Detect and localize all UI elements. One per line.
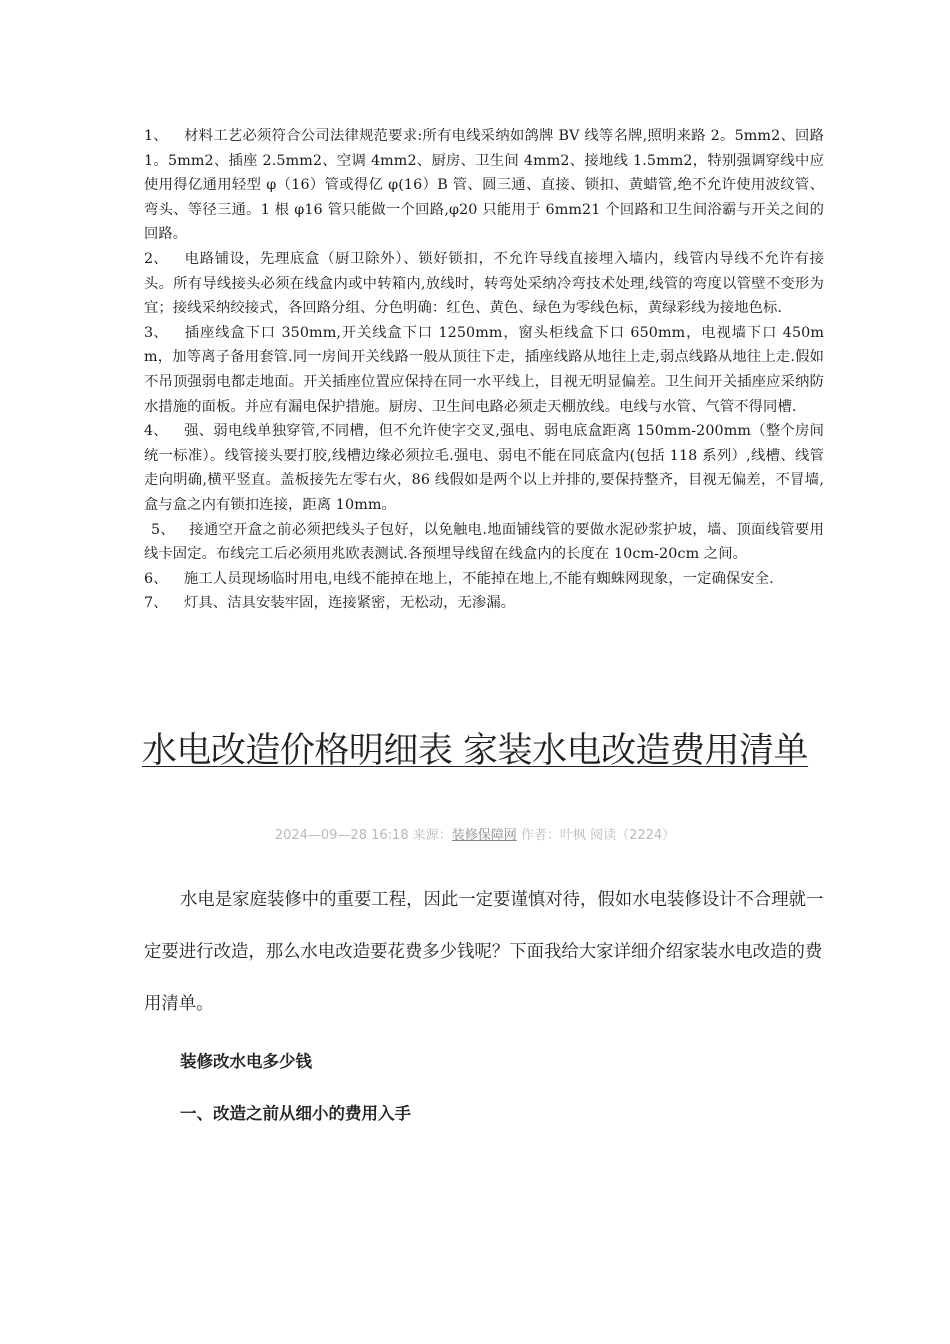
meta-source-label: 来源： [412, 828, 452, 843]
meta-source-link[interactable]: 装修保障网 [451, 828, 517, 843]
requirement-item [144, 518, 824, 567]
item-text: 插座线盒下口 350mm,开关线盒下口 1250mm，窗头柜线盒下口 650mm，电视墙下口 450mm，加等离子备用套管.同一房间开关线路一般从顶往下走，插座线路从地往上走,弱点线路从地往上走.假如不吊顶强弱电都走地面。开关插座位置应保持在同一水平线上，目视无明显偏差。卫生间开关插座应采纳防水措施的面板。并应有漏电保护措施。厨房、卫生间电路必须走天棚放线。电线与水管、气管不得同槽. [144, 324, 824, 415]
item-text: 施工人员现场临时用电,电线不能掉在地上，不能掉在地上,不能有蜘蛛网现象，一定确保安全. [184, 570, 774, 587]
item-number: 3、 [144, 324, 168, 341]
article-title[interactable]: 水电改造价格明细表 家装水电改造费用清单 [141, 731, 809, 771]
section-heading: 装修改水电多少钱 [180, 1052, 312, 1071]
item-number: 7、 [144, 595, 168, 612]
requirement-item [144, 591, 824, 616]
meta-date: 2024—09—28 16:18 [274, 828, 409, 843]
item-text: 材料工艺必须符合公司法律规范要求:所有电线采纳如鸽牌 BV 线等名牌,照明来路 2。5mm2、回路 1。5mm2、插座 2.5mm2、空调 4mm2、厨房、卫生间 4mm2、接地线 1.5mm2，特别强调穿线中应使用得亿通用轻型 φ（16）管或得亿 φ(16）B 管、圆三通、直接、锁扣、黄蜡管,绝不允许使用波纹管、弯头、等径三通。1 根 φ16 管只能做一个回路,φ20 只能用于 6mm21 个回路和卫生间浴霸与开关之间的回路。 [144, 128, 824, 243]
meta-author: 叶枫 [559, 828, 586, 843]
meta-reads: 阅读（2224） [590, 828, 676, 843]
item-text: 强、弱电线单独穿管,不同槽，但不允许使字交叉,强电、弱电底盒距离 150mm-200mm（整个房间统一标准）。线管接头要打胶,线槽边缘必须拉毛.强电、弱电不能在同底盒内(包括 118 系列）,线槽、线管走向明确,横平竖直。盖板接先左零右火，86 线假如是两个以上并排的,要保持整齐，目视无偏差，不冒墙,盒与盒之内有锁扣连接，距离 10mm。 [144, 423, 824, 513]
item-number: 5、 [151, 521, 175, 538]
item-number: 2、 [144, 250, 168, 267]
item-number: 4、 [144, 423, 168, 440]
requirement-item [144, 124, 824, 247]
requirement-item [144, 419, 824, 517]
item-number: 1、 [144, 128, 168, 144]
section-subheading: 一、改造之前从细小的费用入手 [180, 1104, 411, 1123]
meta-author-label: 作者： [520, 828, 560, 843]
article-intro [144, 874, 824, 1030]
item-number: 6、 [144, 570, 168, 587]
requirement-item [144, 321, 824, 419]
item-text: 灯具、洁具安装牢固，连接紧密，无松动，无渗漏。 [184, 595, 516, 612]
requirement-item [144, 247, 824, 321]
requirement-item [144, 567, 824, 592]
item-text: 电路铺设，先理底盒（厨卫除外）、锁好锁扣，不允许导线直接埋入墙内，线管内导线不允许有接头。所有导线接头必须在线盒内或中转箱内,放线时，转弯处采纳冷弯技术处理,线管的弯度以管壁不变形为宜；接线采纳绞接式，各回路分组、分色明确：红色、黄色、绿色为零线色标，黄绿彩线为接地色标. [144, 250, 824, 317]
item-text: 接通空开盒之前必须把线头子包好，以免触电.地面铺线管的要做水泥砂浆护坡，墙、顶面线管要用线卡固定。布线完工后必须用兆欧表测试.各预埋导线留在线盒内的长度在 10cm-20cm 之间。 [144, 521, 824, 563]
intro-text: 水电是家庭装修中的重要工程，因此一定要谨慎对待，假如水电装修设计不合理就一定要进行改造，那么水电改造要花费多少钱呢？下面我给大家详细介绍家装水电改造的费用清单。 [144, 890, 824, 1014]
requirements-list [144, 124, 824, 616]
article-meta [0, 824, 950, 843]
